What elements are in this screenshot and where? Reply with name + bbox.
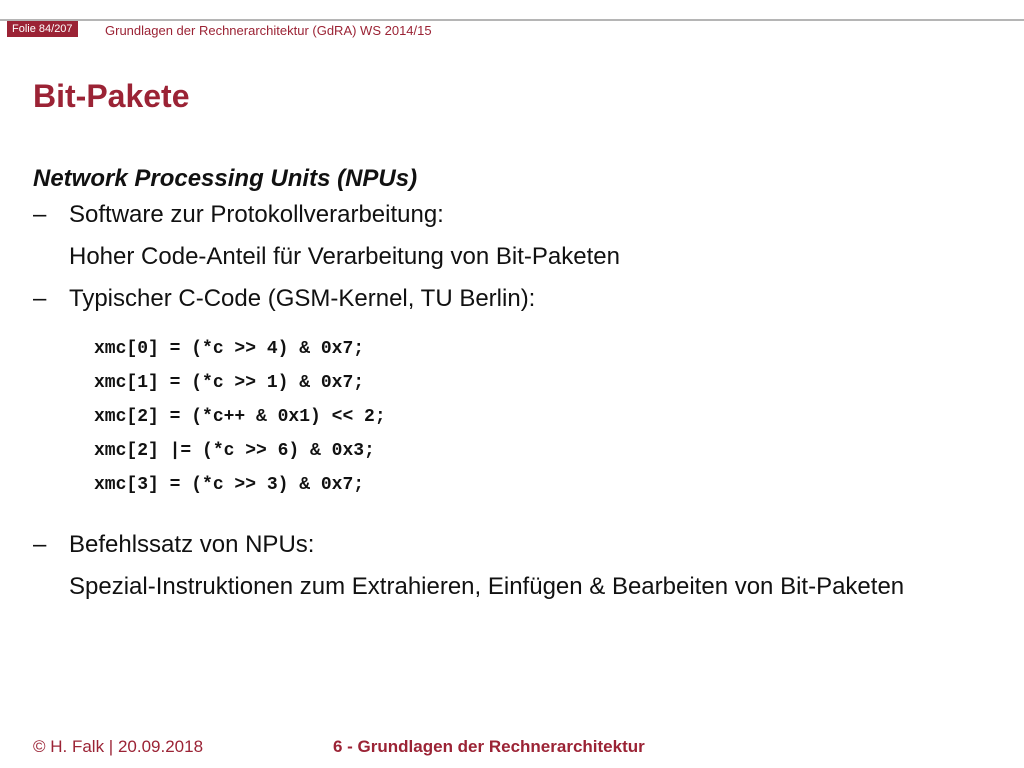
code-line: xmc[3] = (*c >> 3) & 0x7;	[94, 475, 365, 495]
bullet-dash: –	[33, 531, 47, 558]
footer-author-date: © H. Falk | 20.09.2018	[33, 737, 204, 756]
footer-chapter: 6 - Grundlagen der Rechnerarchitektur	[333, 737, 645, 756]
header-rule	[0, 19, 1024, 21]
code-line: xmc[1] = (*c >> 1) & 0x7;	[94, 373, 365, 393]
course-title: Grundlagen der Rechnerarchitektur (GdRA) WS 2014/15	[105, 23, 432, 38]
bullet-line: Spezial-Instruktionen zum Extrahieren, Einfügen & Bearbeiten von Bit-Paketen	[69, 573, 905, 600]
code-line: xmc[0] = (*c >> 4) & 0x7;	[94, 339, 365, 359]
bullet-line: Hoher Code-Anteil für Verarbeitung von Bit-Paketen	[69, 243, 620, 270]
code-line: xmc[2] = (*c++ & 0x1) << 2;	[94, 407, 386, 427]
bullet-line: Typischer C-Code (GSM-Kernel, TU Berlin):	[69, 285, 536, 312]
bullet-item-npu-instruction-set	[33, 524, 993, 608]
bullet-dash: –	[33, 201, 47, 228]
section-heading: Network Processing Units (NPUs)	[33, 165, 418, 192]
bullet-item-protocol-software	[33, 194, 993, 278]
code-line: xmc[2] |= (*c >> 6) & 0x3;	[94, 441, 375, 461]
code-block	[94, 332, 386, 502]
page-title: Bit-Pakete	[33, 78, 190, 114]
bullet-item-c-code	[33, 278, 993, 320]
bullet-line: Software zur Protokollverarbeitung:	[69, 201, 444, 228]
bullet-dash: –	[33, 285, 47, 312]
bullet-line: Befehlssatz von NPUs:	[69, 531, 315, 558]
slide-counter-badge: Folie 84/207	[7, 21, 78, 37]
